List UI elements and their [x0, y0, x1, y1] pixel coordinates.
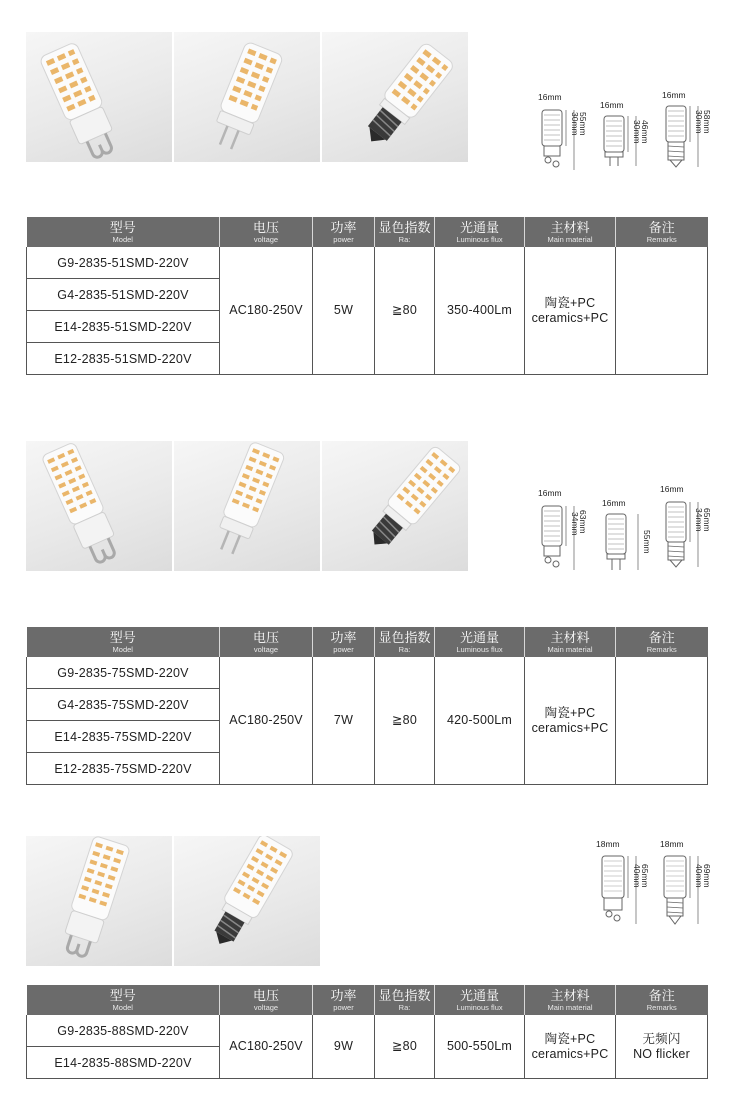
- material-en: ceramics+PC: [531, 720, 609, 735]
- spec-table-75smd: [26, 627, 708, 785]
- spec-table-88smd: [26, 985, 708, 1079]
- header-voltage: 电压 voltage: [220, 217, 313, 247]
- width-label: 16mm: [600, 100, 624, 110]
- product-photo-g9: [26, 32, 172, 162]
- remarks-zh: 无频闪: [642, 1031, 681, 1046]
- material-zh: 陶瓷+PC: [544, 705, 596, 720]
- spec-table-51smd: [26, 217, 708, 375]
- total-length-label: 65mm: [702, 508, 712, 532]
- width-label: 16mm: [602, 498, 626, 508]
- voltage-cell: AC180-250V: [220, 1015, 313, 1079]
- g9-bulb-image: [26, 441, 172, 571]
- dimension-drawing-g9: [596, 839, 650, 924]
- g4-bulb-image: [174, 32, 320, 162]
- remarks-cell: [616, 247, 708, 375]
- header-flux: 光通量 Luminous flux: [435, 627, 525, 657]
- dimension-drawing-g9: [538, 92, 588, 170]
- inner-length-label: 40mm: [632, 864, 642, 888]
- g9-bulb-image: [26, 32, 172, 162]
- model-cell: E12-2835-51SMD-220V: [27, 343, 220, 375]
- width-label: 18mm: [596, 839, 620, 849]
- header-material: 主材料 Main material: [525, 627, 616, 657]
- total-length-label: 69mm: [702, 864, 712, 888]
- total-length-label: 55mm: [578, 112, 588, 136]
- dimension-drawings: [590, 836, 730, 936]
- header-material: 主材料 Main material: [525, 985, 616, 1015]
- flux-cell: 500-550Lm: [435, 1015, 525, 1079]
- e14-bulb-image: [174, 836, 320, 966]
- inner-length-label: 34mm: [694, 508, 704, 532]
- header-power: 功率 power: [313, 217, 375, 247]
- width-label: 16mm: [660, 484, 684, 494]
- dimension-drawing-g4: [600, 100, 650, 166]
- inner-length-label: 34mm: [570, 512, 580, 536]
- header-material: 主材料 Main material: [525, 217, 616, 247]
- voltage-cell: AC180-250V: [220, 657, 313, 785]
- header-model: 型号 Model: [27, 217, 220, 247]
- inner-length-label: 30mm: [570, 112, 580, 136]
- model-cell: E12-2835-75SMD-220V: [27, 753, 220, 785]
- power-cell: 7W: [313, 657, 375, 785]
- header-model: 型号 Model: [27, 627, 220, 657]
- header-ra: 显色指数 Ra:: [375, 217, 435, 247]
- model-cell: G9-2835-88SMD-220V: [27, 1015, 220, 1047]
- power-cell: 9W: [313, 1015, 375, 1079]
- dimension-drawing-e14: [662, 90, 712, 167]
- e14-bulb-image: [322, 32, 468, 162]
- header-voltage: 电压 voltage: [220, 985, 313, 1015]
- width-label: 18mm: [660, 839, 684, 849]
- model-cell: E14-2835-51SMD-220V: [27, 311, 220, 343]
- dimension-drawing-e14: [660, 839, 712, 924]
- model-cell: G9-2835-75SMD-220V: [27, 657, 220, 689]
- width-label: 16mm: [538, 92, 562, 102]
- voltage-cell: AC180-250V: [220, 247, 313, 375]
- model-cell: G9-2835-51SMD-220V: [27, 247, 220, 279]
- dimension-drawing-g9: [538, 488, 588, 570]
- g4-bulb-image: [174, 441, 320, 571]
- header-power: 功率 power: [313, 985, 375, 1015]
- inner-length-label: 40mm: [694, 864, 704, 888]
- flux-cell: 350-400Lm: [435, 247, 525, 375]
- total-length-label: 65mm: [640, 864, 650, 888]
- e14-bulb-image: [322, 441, 468, 571]
- remarks-en: NO flicker: [633, 1046, 690, 1061]
- remarks-cell: [616, 657, 708, 785]
- width-label: 16mm: [538, 488, 562, 498]
- product-photo-e14: [322, 32, 468, 162]
- product-photo-g4: [174, 32, 320, 162]
- dimension-drawing-e14: [660, 484, 712, 567]
- dimension-drawing-g4: [602, 498, 652, 570]
- model-cell: G4-2835-51SMD-220V: [27, 279, 220, 311]
- ra-cell: ≧80: [375, 247, 435, 375]
- header-model: 型号 Model: [27, 985, 220, 1015]
- inner-length-label: 30mm: [632, 120, 642, 144]
- ra-cell: ≧80: [375, 1015, 435, 1079]
- total-length-label: 46mm: [640, 120, 650, 144]
- header-flux: 光通量 Luminous flux: [435, 985, 525, 1015]
- flux-cell: 420-500Lm: [435, 657, 525, 785]
- width-label: 16mm: [662, 90, 686, 100]
- product-photo-g9: [26, 441, 172, 571]
- total-length-label: 55mm: [642, 530, 652, 554]
- header-remarks: 备注 Remarks: [616, 217, 708, 247]
- ra-cell: ≧80: [375, 657, 435, 785]
- total-length-label: 58mm: [702, 110, 712, 134]
- header-power: 功率 power: [313, 627, 375, 657]
- header-remarks: 备注 Remarks: [616, 985, 708, 1015]
- total-length-label: 63mm: [578, 510, 588, 534]
- dimension-drawings: [528, 90, 728, 180]
- material-cell: [525, 247, 616, 375]
- material-en: ceramics+PC: [531, 310, 609, 325]
- header-ra: 显色指数 Ra:: [375, 627, 435, 657]
- model-cell: E14-2835-88SMD-220V: [27, 1047, 220, 1079]
- material-en: ceramics+PC: [531, 1046, 609, 1061]
- model-cell: E14-2835-75SMD-220V: [27, 721, 220, 753]
- power-cell: 5W: [313, 247, 375, 375]
- header-remarks: 备注 Remarks: [616, 627, 708, 657]
- model-cell: G4-2835-75SMD-220V: [27, 689, 220, 721]
- header-flux: 光通量 Luminous flux: [435, 217, 525, 247]
- g9-bulb-image: [26, 836, 172, 966]
- product-photo-e14: [322, 441, 468, 571]
- material-zh: 陶瓷+PC: [544, 1031, 596, 1046]
- dimension-drawings: [528, 484, 728, 579]
- remarks-cell: [616, 1015, 708, 1079]
- material-cell: [525, 1015, 616, 1079]
- inner-length-label: 30mm: [694, 110, 704, 134]
- header-voltage: 电压 voltage: [220, 627, 313, 657]
- material-zh: 陶瓷+PC: [544, 295, 596, 310]
- material-cell: [525, 657, 616, 785]
- product-photo-g9: [26, 836, 172, 966]
- product-photo-e14: [174, 836, 320, 966]
- header-ra: 显色指数 Ra:: [375, 985, 435, 1015]
- product-photo-g4: [174, 441, 320, 571]
